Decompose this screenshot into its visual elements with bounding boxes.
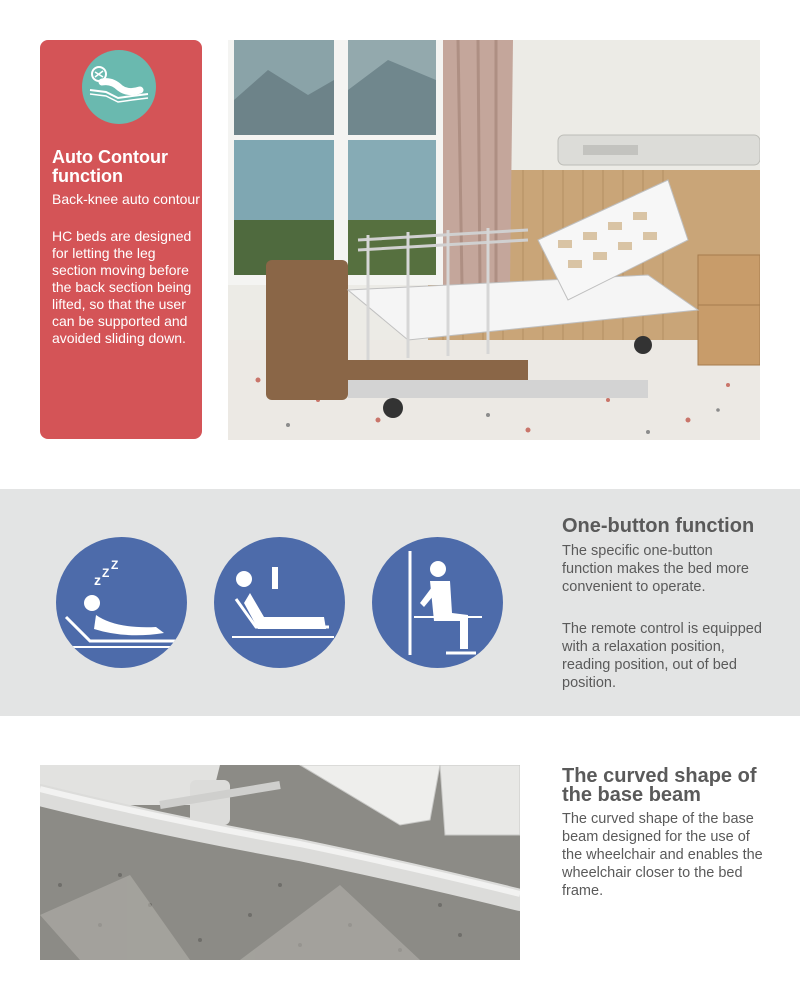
base-beam-description: The curved shape of the base beam designed for the use of the wheelchair and enables the wheelchair closer to the bed frame. xyxy=(562,811,763,899)
one-button-paragraph-2: The remote control is equipped with a relaxation position, reading position, out of bed position. xyxy=(562,621,762,691)
one-button-title: One-button function xyxy=(562,515,755,537)
relaxation-position-icon xyxy=(56,537,187,668)
one-button-section xyxy=(0,489,800,716)
auto-contour-subtitle: Back-knee auto contour xyxy=(52,191,200,207)
hospital-bed-photo xyxy=(228,40,760,440)
reading-position-icon xyxy=(214,537,345,668)
base-beam-photo xyxy=(40,765,520,960)
svg-text:z: z xyxy=(94,572,101,588)
one-button-paragraph-1: The specific one-button function makes the bed more convenient to operate. xyxy=(562,543,749,595)
svg-text:Z: Z xyxy=(102,566,110,580)
auto-contour-description: HC beds are designed for letting the leg section moving before the back section being lifted, so that the user can be supported and avoided sliding down. xyxy=(52,228,192,346)
svg-text:Z: Z xyxy=(111,558,119,572)
bed-contour-icon xyxy=(82,50,156,124)
base-beam-title: The curved shape of the base beam xyxy=(562,765,757,806)
auto-contour-title: Auto Contour function xyxy=(52,147,168,186)
auto-contour-card xyxy=(40,40,202,439)
out-of-bed-position-icon xyxy=(372,537,503,668)
